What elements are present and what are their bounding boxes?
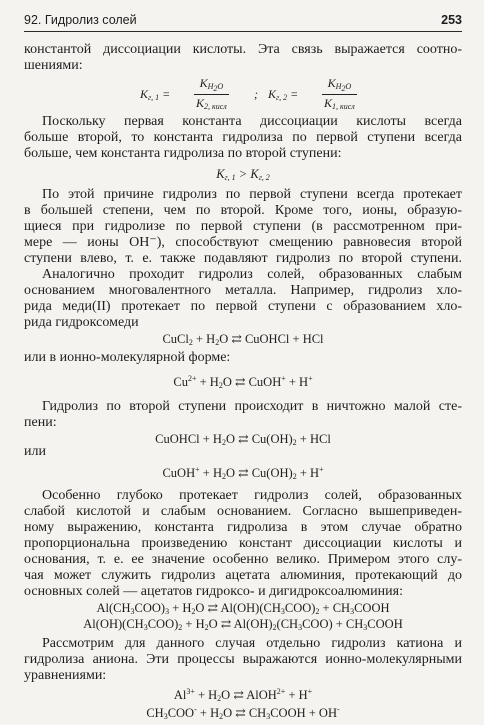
text-line: рида гидроксомеди xyxy=(24,315,139,330)
fraction-bar xyxy=(194,94,229,95)
text-line: гидролиза аниона. Эти процессы выражаются ионно-молекулярными xyxy=(24,652,462,667)
equation: CuOHCl + $H_2O$ ⇄ $Cu(OH)_2$ + HCl xyxy=(155,432,331,447)
equation: $Al(OH)(CH_3COO)_2 + H_2O$ ⇄ $Al(OH)_2(CH_3COO)$ + $CH_3COOH$ xyxy=(83,617,403,632)
equation: $Al^{3+} + H_2O$ ⇄ AlOH$^{2+}$ + H+ xyxy=(173,687,313,703)
text-line: шениями: xyxy=(24,58,83,73)
text-line: мере — ионы OH⁻), способствуют смещению равновесия второй xyxy=(24,235,462,250)
text-line: больше, чем константа гидролиза по второй ступени: xyxy=(24,146,342,161)
formula-inequality: $K_{г, 1} > K_{г, 2}$ xyxy=(216,167,270,182)
text-line: в большей степени, чем по второй. Кроме того, ионы, образую- xyxy=(24,203,462,218)
text-line: слабой кислотой и слабым основанием. Согласно вышеприведен- xyxy=(24,504,462,519)
text-line: основанием многовалентного металла. Например, гидролиз хло- xyxy=(24,283,462,298)
text-line: щиеся при гидролизе по первой ступени (в рассмотренном при- xyxy=(24,219,462,234)
text-line: Гидролиз по второй ступени происходит в ничтожно малой сте- xyxy=(42,399,462,414)
text-line: или xyxy=(24,444,46,459)
page-number: 253 xyxy=(441,13,462,27)
equation: $CH_3COO^- + H_2O$ ⇄ $CH_3COOH + OH^-$ xyxy=(146,705,340,721)
text-line: пени: xyxy=(24,415,57,430)
text-line: ному выражению, константа гидролиза в этом случае обратно xyxy=(24,520,462,535)
text-line: константой диссоциации кислоты. Эта связь выражается соотно- xyxy=(24,42,462,57)
text-line: ступени влево, т. е. также подавляют гидролиз по второй ступени. xyxy=(24,251,462,266)
text-line: или в ионно-молекулярной форме: xyxy=(24,350,231,365)
text-line: основных солей — ацетатов гидроксо- и дигидроксоалюминия: xyxy=(24,584,403,599)
section-title: 92. Гидролиз солей xyxy=(24,13,137,27)
text-line: уравнениями: xyxy=(24,668,107,683)
text-line: основания, т. е. ее значение особенно велико. Примером этого слу- xyxy=(24,552,462,567)
equation: $Al(CH_3COO)_3 + H_2O$ ⇄ $Al(OH)(CH_3COO)_2$ + $CH_3COOH$ xyxy=(96,601,390,616)
text-line: По этой причине гидролиз по первой ступени всегда протекает xyxy=(42,187,462,202)
text-line: Аналогично проходит гидролиз солей, образованных слабым xyxy=(42,267,462,282)
text-line: больше второй, то константа гидролиза по первой ступени всегда xyxy=(24,130,462,145)
text-line: рида меди(II) протекает по первой ступени с образованием хло- xyxy=(24,299,462,314)
text-line: чая может служить гидролиз ацетата алюминия, протекающий до xyxy=(24,568,462,583)
book-page: 92. Гидролиз солей 253 константой диссоциации кислоты. Эта связь выражается соотно- шениями: $K_{г, 1}$ = $K_{H_2O}$ $K_{2, кисл}$ ; $K_{г, 2}$ = $K_{H_2O}$ $K_{1, кисл}$ Поскольку первая константа диссоциации кислоты всегда больше второй, то константа гидролиза по первой ступени всегда больше, чем константа гидролиза по второй ступени: $K_{г, 1} > K_{г, 2}$ По этой причине гидролиз по первой ступени всегда протекает в большей степени, чем по второй. Кроме того, ионы, образую- щиеся при гидролизе по первой ступени (в рассмотренном при- мере — ионы OH⁻), способствуют смещению равновесия второй ступени влево, т. е. также подавляют гидролиз по второй ступени. Аналогично проходит гидролиз солей, образованных слабым основанием многовалентного металла. Например, гидролиз хло- рида меди(II) протекает по первой ступени с образованием хло- рида гидроксомеди CuCl$_2$ + $H_2O$ ⇄ CuOHCl + HCl или в ионно-молекулярной форме: $Cu^{2+} + H_2O$ ⇄ CuOH+ + H+ Гидролиз по второй ступени происходит в ничтожно малой сте- пени: CuOHCl + $H_2O$ ⇄ $Cu(OH)_2$ + HCl или CuOH+ + $H_2O$ ⇄ $Cu(OH)_2 + H^+$ Особенно глубоко протекает гидролиз солей, образованных слабой кислотой и слабым основанием. Согласно вышеприведен- ному выражению, константа гидролиза в этом случае обратно пропорциональна произведению констант диссоциации кислоты и основания, т. е. ее значение особенно велико. Примером этого слу- чая может служить гидролиз ацетата алюминия, протекающий до основных солей — ацетатов гидроксо- и дигидроксоалюминия: $Al(CH_3COO)_3 + H_2O$ ⇄ $Al(OH)(CH_3COO)_2$ + $CH_3COOH$ $Al(OH)(CH_3COO)_2 + H_2O$ ⇄ $Al(OH)_2(CH_3COO)$ + $CH_3COOH$ Рассмотрим для данного случая отдельно гидролиз катиона и гидролиза аниона. Эти процессы выражаются ионно-молекулярными уравнениями: $Al^{3+} + H_2O$ ⇄ AlOH$^{2+}$ + H+ $CH_3COO^- + H_2O$ ⇄ $CH_3COOH + OH^-$ xyxy=(0,0,484,724)
text-line: Особенно глубоко протекает гидролиз солей, образованных xyxy=(42,488,462,503)
text-line: пропорциональна произведению констант диссоциации кислоты и xyxy=(24,536,462,551)
fraction-bar xyxy=(322,94,357,95)
equation: CuOH+ + $H_2O$ ⇄ $Cu(OH)_2 + H^+$ xyxy=(162,465,324,481)
equation: $Cu^{2+} + H_2O$ ⇄ CuOH+ + H+ xyxy=(173,374,313,390)
equation: CuCl$_2$ + $H_2O$ ⇄ CuOHCl + HCl xyxy=(162,332,324,347)
text-line: Поскольку первая константа диссоциации кислоты всегда xyxy=(42,114,462,129)
text-line: Рассмотрим для данного случая отдельно гидролиз катиона и xyxy=(42,636,462,651)
running-header xyxy=(24,11,462,32)
